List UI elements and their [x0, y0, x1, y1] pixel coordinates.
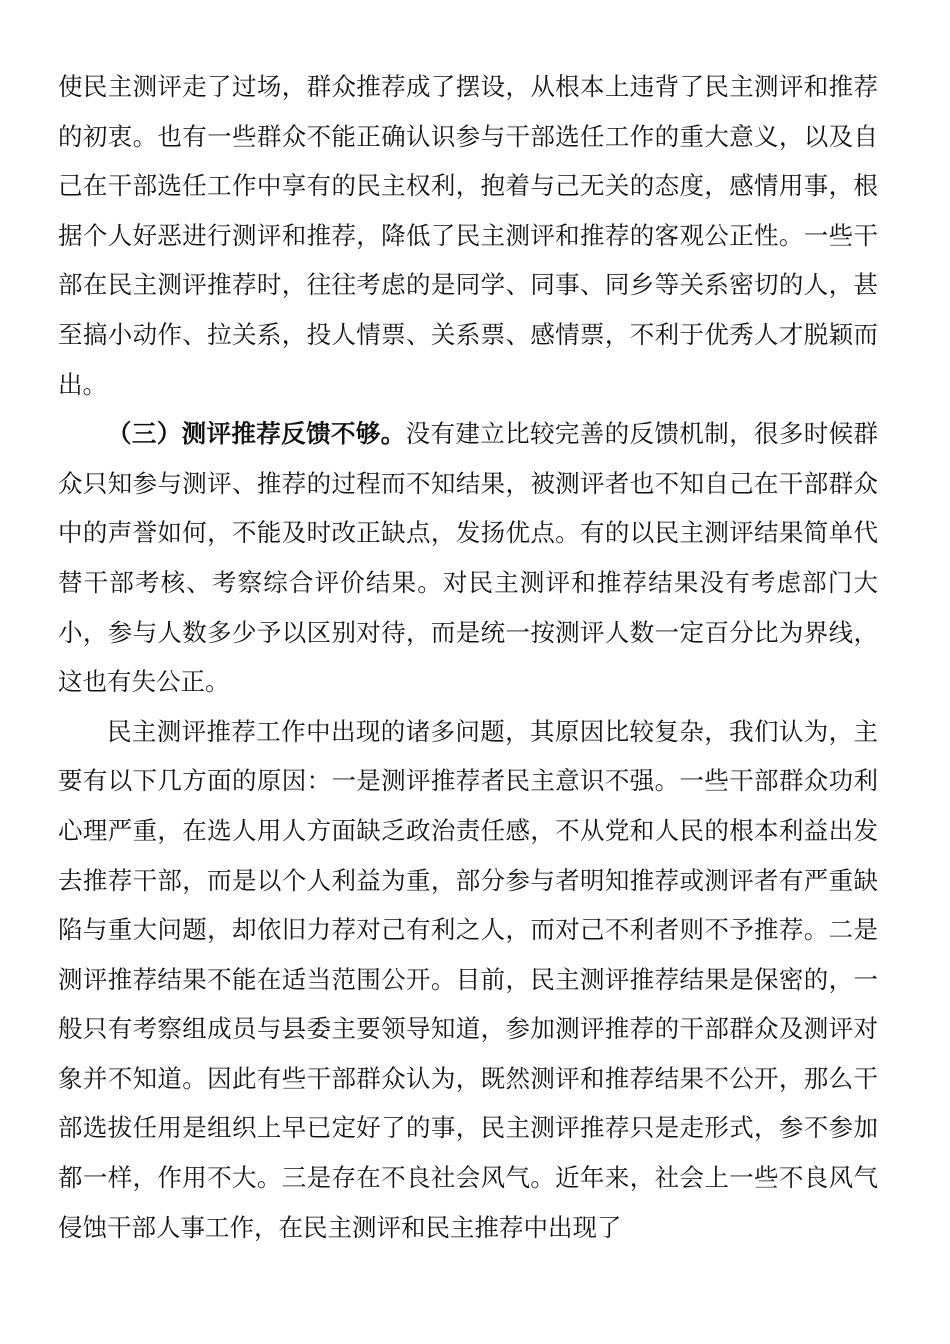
paragraph-text: 民主测评推荐工作中出现的诸多问题，其原因比较复杂，我们认为，主要有以下几方面的原因：一是测评推荐者民主意识不强。一些干部群众功利心理严重，在选人用人方面缺乏政治责任感，不从党和人民的根本利益出发去推荐干部，而是以个人利益为重，部分参与者明知推荐或测评者有严重缺陷与重大问题，却依旧力荐对己有利之人，而对己不利者则不予推荐。二是测评推荐结果不能在适当范围公开。目前，民主测评推荐结果是保密的，一般只有考察组成员与县委主要领导知道，参加测评推荐的干部群众及测评对象并不知道。因此有些干部群众认为，既然测评和推荐结果不公开，那么干部选拔任用是组织上早已定好了的事，民主测评推荐只是走形式，参不参加都一样，作用不大。三是存在不良社会风气。近年来，社会上一些不良风气侵蚀干部人事工作，在民主测评和民主推荐中出现了 [58, 716, 878, 1242]
paragraph-causes [58, 707, 878, 1253]
paragraph-section-three [58, 409, 878, 707]
section-heading: （三）测评推荐反馈不够。 [107, 419, 406, 449]
paragraph-text: 使民主测评走了过场，群众推荐成了摆设，从根本上违背了民主测评和推荐的初衷。也有一些群众不能正确认识参与干部选任工作的重大意义，以及自己在干部选任工作中享有的民主权利，抱着与己无关的态度，感情用事，根据个人好恶进行测评和推荐，降低了民主测评和推荐的客观公正性。一些干部在民主测评推荐时，往往考虑的是同学、同事、同乡等关系密切的人，甚至搞小动作、拉关系，投人情票、关系票、感情票，不利于优秀人才脱颖而出。 [58, 72, 878, 399]
paragraph-text: 没有建立比较完善的反馈机制，很多时候群众只知参与测评、推荐的过程而不知结果，被测评者也不知自己在干部群众中的声誉如何，不能及时改正缺点，发扬优点。有的以民主测评结果简单代替干部考核、考察综合评价结果。对民主测评和推荐结果没有考虑部门大小，参与人数多少予以区别对待，而是统一按测评人数一定百分比为界线，这也有失公正。 [58, 419, 879, 697]
document-page [58, 62, 878, 1252]
paragraph-continuation [58, 62, 878, 409]
